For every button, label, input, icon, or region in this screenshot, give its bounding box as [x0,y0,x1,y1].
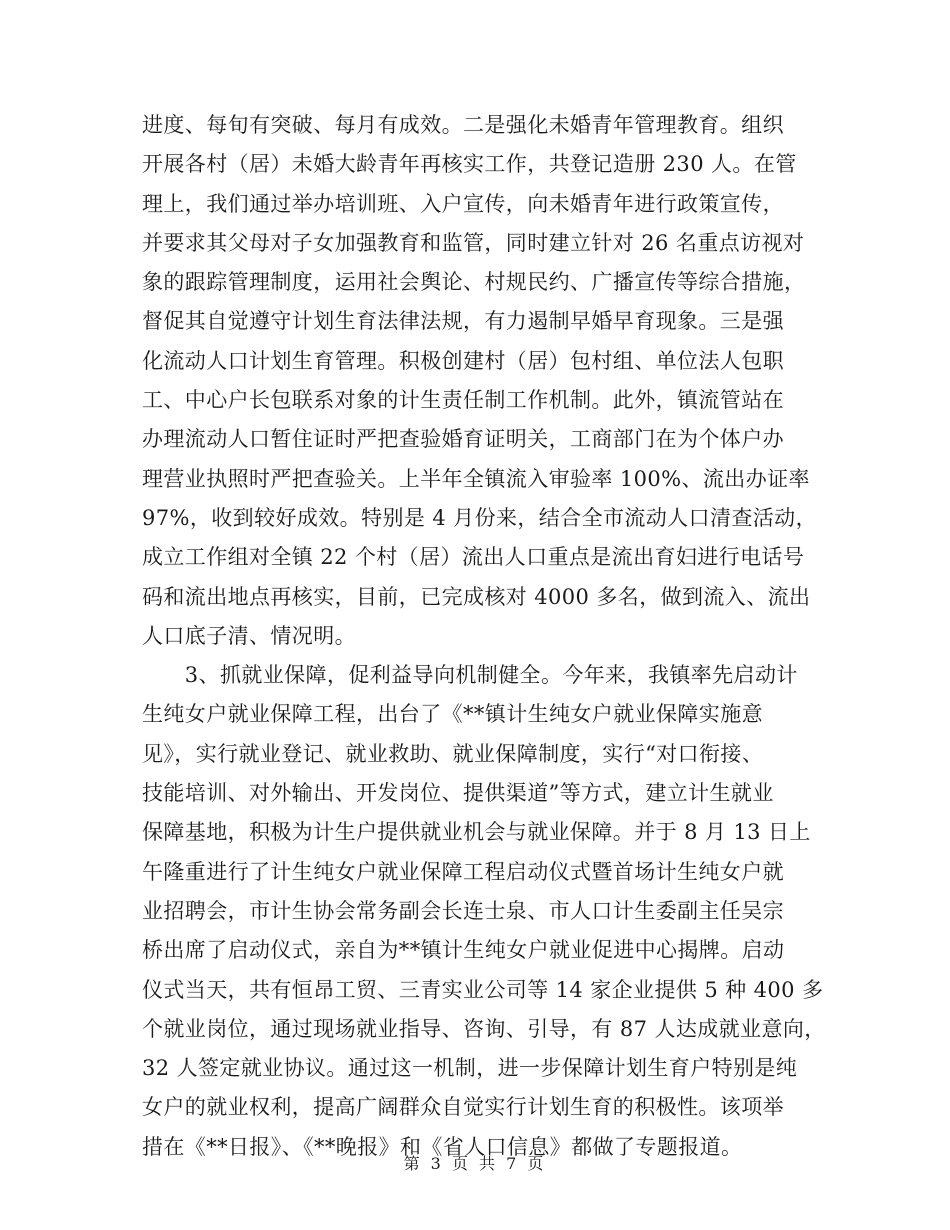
text-line: 桥出席了启动仪式，亲自为**镇计生纯女户就业促进中心揭牌。启动 [142,938,785,963]
text-line: 生纯女户就业保障工程，出台了《**镇计生纯女户就业保障实施意 [142,702,763,727]
text-line: 进度、每旬有突破、每月有成效。二是强化未婚青年管理教育。组织 [142,113,784,137]
text-line: 个就业岗位，通过现场就业指导、咨询、引导，有 87 人达成就业意向， [142,1016,826,1041]
text-line: 象的跟踪管理制度，运用社会舆论、村规民约、广播宣传等综合措施， [142,270,806,295]
page-footer: 第 3 页 共 7 页 [403,1154,547,1173]
document-body [142,106,826,1167]
text-line: 成立工作组对全镇 22 个村（居）流出人口重点是流出育妇进行电话号 [142,545,805,570]
text-line: 见》，实行就业登记、就业救助、就业保障制度，实行“对口衔接、 [142,741,764,766]
text-line: 措在《**日报》、《**晚报》和《省人口信息》都做了专题报道。 [142,1134,743,1159]
text-line: 督促其自觉遵守计划生育法律法规，有力遏制早婚早育现象。三是强 [142,309,784,334]
text-line: 化流动人口计划生育管理。积极创建村（居）包村组、单位法人包职 [142,348,784,373]
text-line: 并要求其父母对子女加强教育和监管，同时建立针对 26 名重点访视对 [142,230,805,255]
text-line: 工、中心户长包联系对象的计生责任制工作机制。此外，镇流管站在 [142,388,784,413]
text-line: 32 人签定就业协议。通过这一机制，进一步保障计划生育户特别是纯 [142,1056,798,1081]
text-line: 理上，我们通过举办培训班、入户宣传，向未婚青年进行政策宣传， [142,191,784,216]
text-line: 仪式当天，共有恒昂工贸、三青实业公司等 14 家企业提供 5 种 400 多 [142,977,824,1002]
text-line: 技能培训、对外输出、开发岗位、提供渠道”等方式，建立计生就业 [142,781,774,806]
text-line: 97%，收到较好成效。特别是 4 月份来，结合全市流动人口清查活动， [142,505,817,530]
text-line: 业招聘会，市计生协会常务副会长连士泉、市人口计生委副主任吴宗 [142,898,784,923]
text-line: 午隆重进行了计生纯女户就业保障工程启动仪式暨首场计生纯女户就 [142,859,784,884]
text-line: 人口底子清、情况明。 [142,623,356,648]
text-line: 码和流出地点再核实，目前，已完成核对 4000 多名，做到流入、流出 [142,584,811,609]
text-line: 开展各村（居）未婚大龄青年再核实工作，共登记造册 230 人。在管 [142,152,797,177]
text-line: 女户的就业权利，提高广阔群众自觉实行计划生育的积极性。该项举 [142,1095,784,1120]
text-line: 办理流动人口暂住证时严把查验婚育证明关，工商部门在为个体户办 [142,427,784,452]
text-line: 保障基地，积极为计生户提供就业机会与就业保障。并于 8 月 13 日上 [142,820,811,845]
text-line: 理营业执照时严把查验关。上半年全镇流入审验率 100%、流出办证率 [142,466,810,491]
text-line: 3、抓就业保障，促利益导向机制健全。今年来，我镇率先启动计 [142,663,798,688]
